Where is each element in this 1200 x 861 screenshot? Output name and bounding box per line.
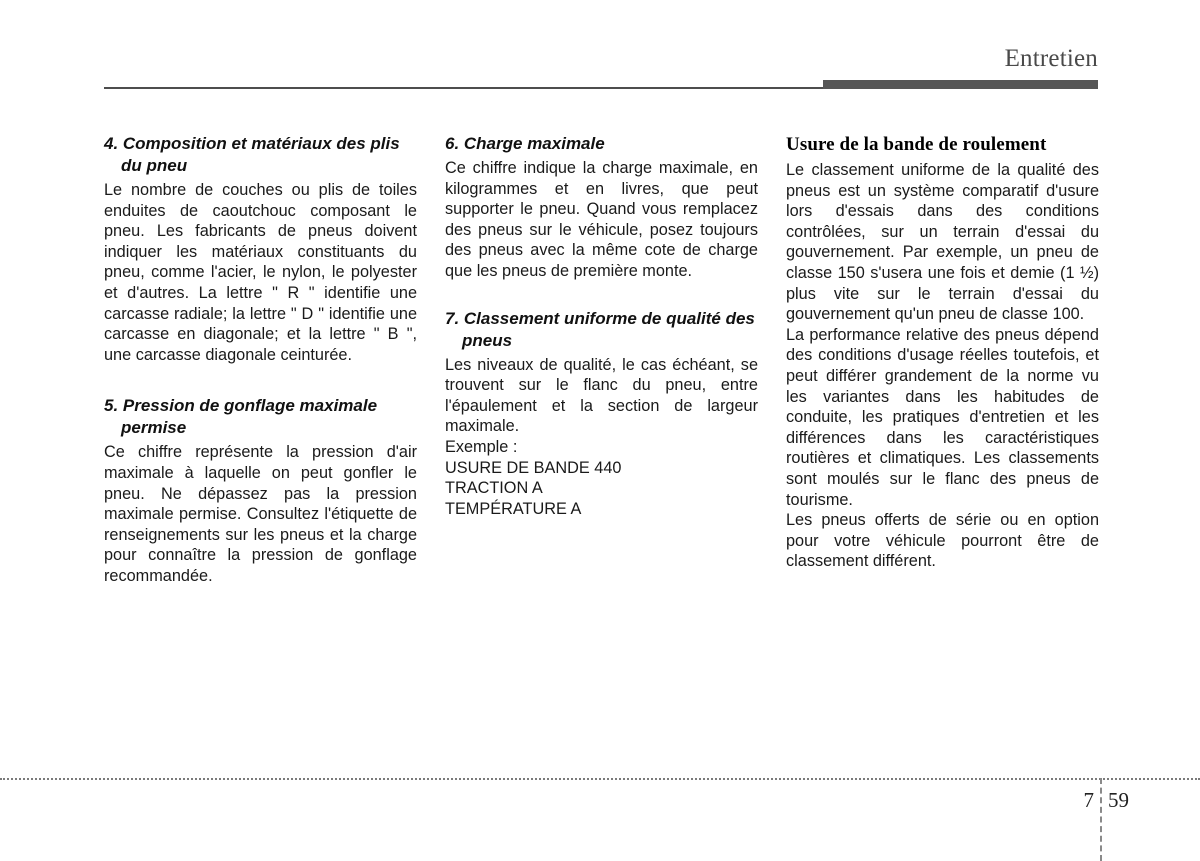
column-middle: [445, 133, 758, 519]
footer-chapter-number: 7: [1083, 788, 1094, 812]
column-left: [104, 133, 417, 587]
page-footer: [0, 778, 1200, 861]
paragraph-tread-wear-3: Les pneus offerts de série ou en option pour votre véhicule pourront être de classement différent.: [786, 511, 1099, 571]
footer-divider-vertical: [1100, 778, 1102, 861]
example-line-tread-wear: USURE DE BANDE 440: [445, 458, 622, 477]
paragraph-section-5-body: Ce chiffre représente la pression d'air maximale à laquelle on peut gonfler le pneu. Ne dépassez pas la pression maximale permise. Consultez l'étiquette de renseignements sur les pneus et la charge pour connaître la pression de gonflage recommandée.: [104, 443, 417, 585]
example-label: Exemple :: [445, 437, 518, 456]
example-line-traction: TRACTION A: [445, 479, 543, 498]
footer-page-number: 59: [1108, 788, 1129, 812]
paragraph-section-4-body: Le nombre de couches ou plis de toiles enduites de caoutchouc composant le pneu. Les fabricants de pneus doivent indiquer les matériaux constituants du pneu, comme l'acier, le nylon, le polyester et d'autres. La lettre " R " identifie une carcasse radiale; la lettre " D " identifie une carcasse en diagonale; et la lettre " B ", une carcasse diagonale ceinturée.: [104, 181, 417, 364]
heading-section-4: 4. Composition et matériaux des plis du pneu: [104, 134, 400, 175]
example-line-temperature: TEMPÉRATURE A: [445, 499, 582, 518]
heading-tread-wear: Usure de la bande de roulement: [786, 134, 1047, 155]
header-rule-thick: [823, 80, 1098, 89]
main-content: [104, 133, 1098, 587]
page-header: [0, 44, 1200, 92]
heading-section-7: 7. Classement uniforme de qualité des pneus: [445, 308, 755, 350]
paragraph-section-6-body: Ce chiffre indique la charge maximale, en kilogrammes et en livres, que peut supporter le pneu. Quand vous remplacez des pneus sur le véhicule, posez toujours des pneus avec la même cote de charge que les pneus de première monte.: [445, 159, 758, 280]
paragraph-section-7-body: Les niveaux de qualité, le cas échéant, se trouvent sur le flanc du pneu, entre l'épaulement et la section de largeur maximale.: [445, 355, 758, 436]
heading-section-5: 5. Pression de gonflage maximale permise: [104, 396, 378, 438]
footer-divider-horizontal: [0, 778, 1200, 780]
paragraph-tread-wear-2: La performance relative des pneus dépend des conditions d'usage réelles toutefois, et peut différer grandement de la norme vu les variantes dans les habitudes de conduite, les pratiques d'entretien et les différences dans les caractéristiques routières et climatiques. Les classements sont moulés sur le flanc des pneus de tourisme.: [786, 325, 1099, 509]
page-title: Entretien: [1004, 45, 1098, 72]
column-right: [786, 133, 1099, 572]
paragraph-tread-wear-1: Le classement uniforme de la qualité des pneus est un système comparatif d'usure lors d'essais dans des conditions contrôlées, sur un terrain d'essai du gouvernement. Par exemple, un pneu de classe 150 s'usera une fois et demie (1 ½) plus vite sur le terrain d'essai du gouvernement qu'un pneu de classe 100.: [786, 161, 1099, 324]
header-rule-thin: [104, 87, 824, 89]
heading-section-6: 6. Charge maximale: [445, 134, 605, 153]
